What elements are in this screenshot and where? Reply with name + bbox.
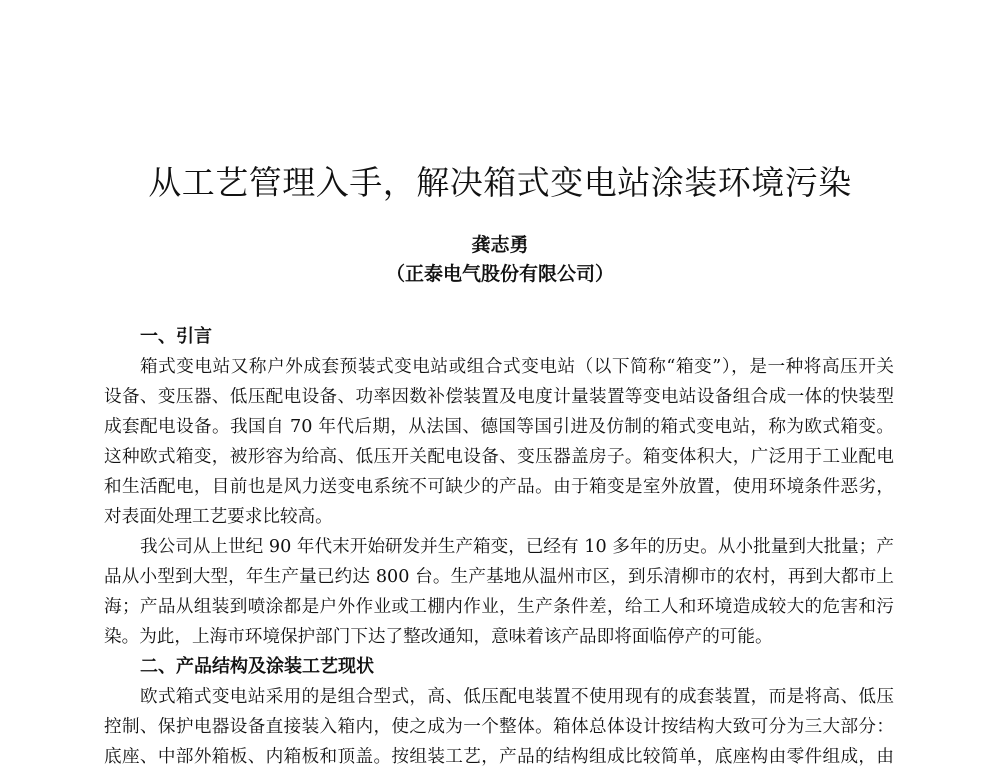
author-name: 龚志勇 <box>471 234 529 256</box>
paragraph-intro-2 <box>104 532 894 652</box>
text-line: 我公司从上世纪 90 年代末开始研发并生产箱变，已经有 10 多年的历史。从小批量到大批量；产 <box>140 537 894 557</box>
document-body <box>104 322 894 772</box>
text-line: 和生活配电，目前也是风力送变电系统不可缺少的产品。由于箱变是室外放置，使用环境条件恶劣， <box>104 477 894 497</box>
text-line: 控制、保护电器设备直接装入箱内，使之成为一个整体。箱体总体设计按结构大致可分为三大部分： <box>104 717 894 737</box>
text-line: 这种欧式箱变，被形容为给高、低压开关配电设备、变压器盖房子。箱变体积大，广泛用于工业配电 <box>104 447 894 467</box>
text-line: 设备、变压器、低压配电设备、功率因数补偿装置及电度计量装置等变电站设备组合成一体的快装型 <box>104 387 894 407</box>
section-heading-product-structure: 二、产品结构及涂装工艺现状 <box>140 656 374 677</box>
text-line: 对表面处理工艺要求比较高。 <box>104 507 333 527</box>
paragraph-intro-1 <box>104 352 894 532</box>
text-line: 品从小型到大型，年生产量已约达 800 台。生产基地从温州市区，到乐清柳市的农村，再到大都市上 <box>104 567 894 587</box>
text-line: 成套配电设备。我国自 70 年代后期，从法国、德国等国引进及仿制的箱式变电站，称为欧式箱变。 <box>104 417 894 437</box>
section-heading-introduction: 一、引言 <box>140 326 212 347</box>
author-affiliation: （正泰电气股份有限公司） <box>385 263 614 285</box>
paragraph-structure-1 <box>104 682 894 772</box>
text-line: 染。为此，上海市环境保护部门下达了整改通知，意味着该产品即将面临停产的可能。 <box>104 627 773 647</box>
text-line: 箱式变电站又称户外成套预装式变电站或组合式变电站（以下简称“箱变”），是一种将高压开关 <box>140 357 894 377</box>
text-line: 海；产品从组装到喷涂都是户外作业或工棚内作业，生产条件差，给工人和环境造成较大的危害和污 <box>104 597 894 617</box>
document-title: 从工艺管理入手，解决箱式变电站涂装环境污染 <box>148 163 852 202</box>
text-line: 底座、中部外箱板、内箱板和顶盖。按组装工艺，产品的结构组成比较简单，底座构由零件组成，由 <box>104 747 894 767</box>
text-line: 欧式箱式变电站采用的是组合型式，高、低压配电装置不使用现有的成套装置，而是将高、低压 <box>140 687 894 707</box>
